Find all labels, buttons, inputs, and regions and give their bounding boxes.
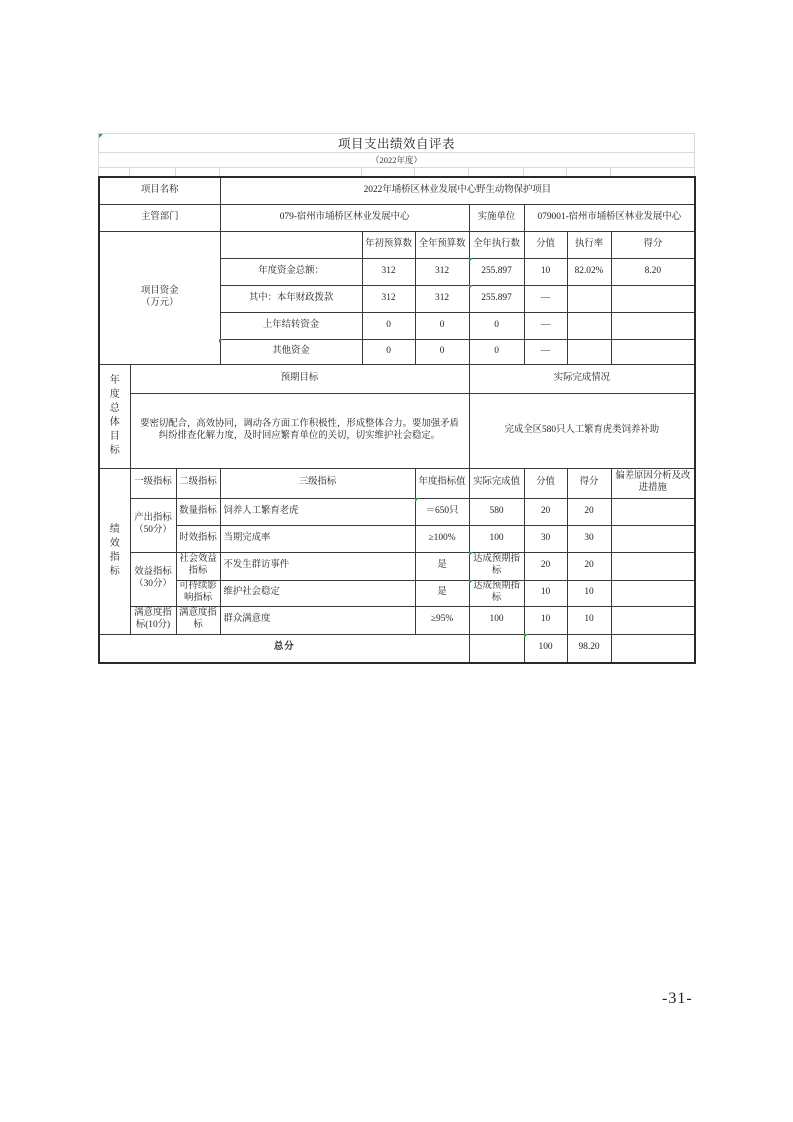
indicators-header-actual: 实际完成值 bbox=[469, 468, 524, 498]
indicator-actual: 达成预期指标 bbox=[469, 552, 524, 580]
indicator-score: 10 bbox=[567, 606, 611, 634]
indicator-row bbox=[99, 580, 695, 606]
impl-label: 实施单位 bbox=[469, 204, 524, 231]
funds-row-label: 其中：本年财政拨款 bbox=[220, 285, 362, 312]
goals-expected-header: 预期目标 bbox=[130, 364, 469, 393]
indicators-label-cell bbox=[99, 468, 130, 634]
empty-cell bbox=[567, 285, 611, 312]
indicator-level1: 产出指标 （50分） bbox=[130, 498, 176, 552]
page-number: -31- bbox=[662, 990, 693, 1007]
indicator-level1: 满意度指标(10分) bbox=[130, 606, 176, 634]
goals-label-cell bbox=[99, 364, 130, 468]
funds-executed: 0 bbox=[469, 312, 524, 339]
empty-cell bbox=[611, 498, 695, 525]
cell-marker bbox=[469, 258, 473, 262]
impl-value: 079001-宿州市埇桥区林业发展中心 bbox=[524, 204, 695, 231]
indicator-actual: 100 bbox=[469, 525, 524, 552]
funds-header-initial: 年初预算数 bbox=[362, 231, 415, 258]
indicators-header-score: 得分 bbox=[567, 468, 611, 498]
indicator-score: 20 bbox=[567, 498, 611, 525]
goals-content-row bbox=[99, 393, 695, 468]
funds-annual: 312 bbox=[415, 258, 469, 285]
empty-cell bbox=[611, 525, 695, 552]
funds-score: 8.20 bbox=[611, 258, 695, 285]
cell-marker bbox=[524, 634, 528, 638]
indicator-level3: 饲养人工繁育老虎 bbox=[220, 498, 415, 525]
indicator-row bbox=[99, 498, 695, 525]
goals-actual-text: 完成全区580只人工繁育虎类饲养补助 bbox=[469, 393, 695, 468]
indicator-level2: 满意度指标 bbox=[176, 606, 220, 634]
indicator-target: ≥100% bbox=[415, 525, 469, 552]
funds-row-label: 年度资金总额： bbox=[220, 258, 362, 285]
funds-header-executed: 全年执行数 bbox=[469, 231, 524, 258]
cell-marker bbox=[99, 134, 103, 138]
indicator-level2: 可持续影响指标 bbox=[176, 580, 220, 606]
indicator-row bbox=[99, 525, 695, 552]
funds-score-value: 10 bbox=[524, 258, 567, 285]
funds-header-score: 得分 bbox=[611, 231, 695, 258]
funds-executed: 255.897 bbox=[469, 258, 524, 285]
funds-header-annual: 全年预算数 bbox=[415, 231, 469, 258]
indicators-header-row bbox=[99, 468, 695, 498]
indicator-level3: 维护社会稳定 bbox=[220, 580, 415, 606]
indicator-target: ≥95% bbox=[415, 606, 469, 634]
cell-marker bbox=[469, 285, 473, 289]
indicators-header-level2: 二级指标 bbox=[176, 468, 220, 498]
funds-score-value: — bbox=[524, 339, 567, 364]
empty-cell bbox=[611, 634, 695, 663]
empty-cell bbox=[611, 552, 695, 580]
form-title: 项目支出绩效自评表 bbox=[99, 134, 695, 153]
indicator-target: 是 bbox=[415, 552, 469, 580]
goals-label: 年度总体目标 bbox=[109, 375, 120, 456]
indicator-level3: 当期完成率 bbox=[220, 525, 415, 552]
empty-cell bbox=[567, 339, 611, 364]
indicator-target: ＝650只 bbox=[415, 498, 469, 525]
empty-cell bbox=[469, 634, 524, 663]
indicator-score-value: 10 bbox=[524, 580, 567, 606]
indicator-level1: 效益指标 （30分） bbox=[130, 552, 176, 606]
dept-label: 主管部门 bbox=[99, 204, 220, 231]
indicator-score-value: 30 bbox=[524, 525, 567, 552]
funds-initial: 0 bbox=[362, 312, 415, 339]
funds-initial: 312 bbox=[362, 285, 415, 312]
dept-value: 079-宿州市埇桥区林业发展中心 bbox=[220, 204, 469, 231]
indicator-actual: 580 bbox=[469, 498, 524, 525]
indicators-header-level1: 一级指标 bbox=[130, 468, 176, 498]
indicator-level2: 数量指标 bbox=[176, 498, 220, 525]
total-row bbox=[99, 634, 695, 663]
empty-cell bbox=[220, 231, 362, 258]
table-header-grid bbox=[98, 133, 695, 177]
form-year: （2022年度） bbox=[99, 153, 695, 168]
goals-expected-text: 要密切配合，高效协同，调动各方面工作积极性，形成整体合力。要加强矛盾 纠纷排查化解力度，及时回应繁育单位的关切，切实维护社会稳定。 bbox=[130, 393, 469, 468]
project-name-row bbox=[99, 177, 695, 204]
funds-executed: 0 bbox=[469, 339, 524, 364]
indicator-actual: 达成预期指标 bbox=[469, 580, 524, 606]
funds-label: 项目资金 （万元） bbox=[99, 231, 220, 364]
cell-marker bbox=[219, 339, 223, 343]
cell-marker bbox=[469, 580, 473, 584]
indicators-header-deviation: 偏差原因分析及改进措施 bbox=[611, 468, 695, 498]
project-name-label: 项目名称 bbox=[99, 177, 220, 204]
empty-cell bbox=[611, 312, 695, 339]
total-score: 98.20 bbox=[567, 634, 611, 663]
indicators-header-level3: 三级指标 bbox=[220, 468, 415, 498]
indicator-score: 30 bbox=[567, 525, 611, 552]
empty-cell bbox=[611, 339, 695, 364]
funds-executed: 255.897 bbox=[469, 285, 524, 312]
funds-header-row bbox=[99, 231, 695, 258]
empty-cell bbox=[567, 312, 611, 339]
funds-score-value: — bbox=[524, 312, 567, 339]
indicator-actual: 100 bbox=[469, 606, 524, 634]
indicator-score: 10 bbox=[567, 580, 611, 606]
cell-marker bbox=[415, 498, 419, 502]
indicators-header-target: 年度指标值 bbox=[415, 468, 469, 498]
indicator-score-value: 20 bbox=[524, 552, 567, 580]
funds-score-value: — bbox=[524, 285, 567, 312]
funds-annual: 0 bbox=[415, 339, 469, 364]
indicator-score-value: 20 bbox=[524, 498, 567, 525]
project-name-value: 2022年埇桥区林业发展中心野生动物保护项目 bbox=[220, 177, 695, 204]
cell-marker bbox=[469, 552, 473, 556]
indicator-level2: 社会效益指标 bbox=[176, 552, 220, 580]
goals-actual-header: 实际完成情况 bbox=[469, 364, 695, 393]
funds-initial: 0 bbox=[362, 339, 415, 364]
funds-annual: 312 bbox=[415, 285, 469, 312]
indicators-label: 绩效指标 bbox=[109, 524, 120, 577]
indicator-level3: 群众满意度 bbox=[220, 606, 415, 634]
indicator-level3: 不发生群访事件 bbox=[220, 552, 415, 580]
funds-initial: 312 bbox=[362, 258, 415, 285]
total-label: 总分 bbox=[99, 634, 469, 663]
goals-header-row bbox=[99, 364, 695, 393]
indicator-score-value: 10 bbox=[524, 606, 567, 634]
indicator-score: 20 bbox=[567, 552, 611, 580]
department-row bbox=[99, 204, 695, 231]
indicator-row bbox=[99, 552, 695, 580]
indicators-header-score-value: 分值 bbox=[524, 468, 567, 498]
empty-cell bbox=[611, 285, 695, 312]
funds-annual: 0 bbox=[415, 312, 469, 339]
funds-row-label: 其他资金 bbox=[220, 339, 362, 364]
indicator-row bbox=[99, 606, 695, 634]
funds-header-score-value: 分值 bbox=[524, 231, 567, 258]
funds-header-rate: 执行率 bbox=[567, 231, 611, 258]
indicator-level2: 时效指标 bbox=[176, 525, 220, 552]
indicator-target: 是 bbox=[415, 580, 469, 606]
empty-cell bbox=[611, 580, 695, 606]
funds-row-label: 上年结转资金 bbox=[220, 312, 362, 339]
evaluation-table bbox=[98, 176, 696, 664]
funds-rate: 82.02% bbox=[567, 258, 611, 285]
empty-cell bbox=[611, 606, 695, 634]
total-score-value: 100 bbox=[524, 634, 567, 663]
